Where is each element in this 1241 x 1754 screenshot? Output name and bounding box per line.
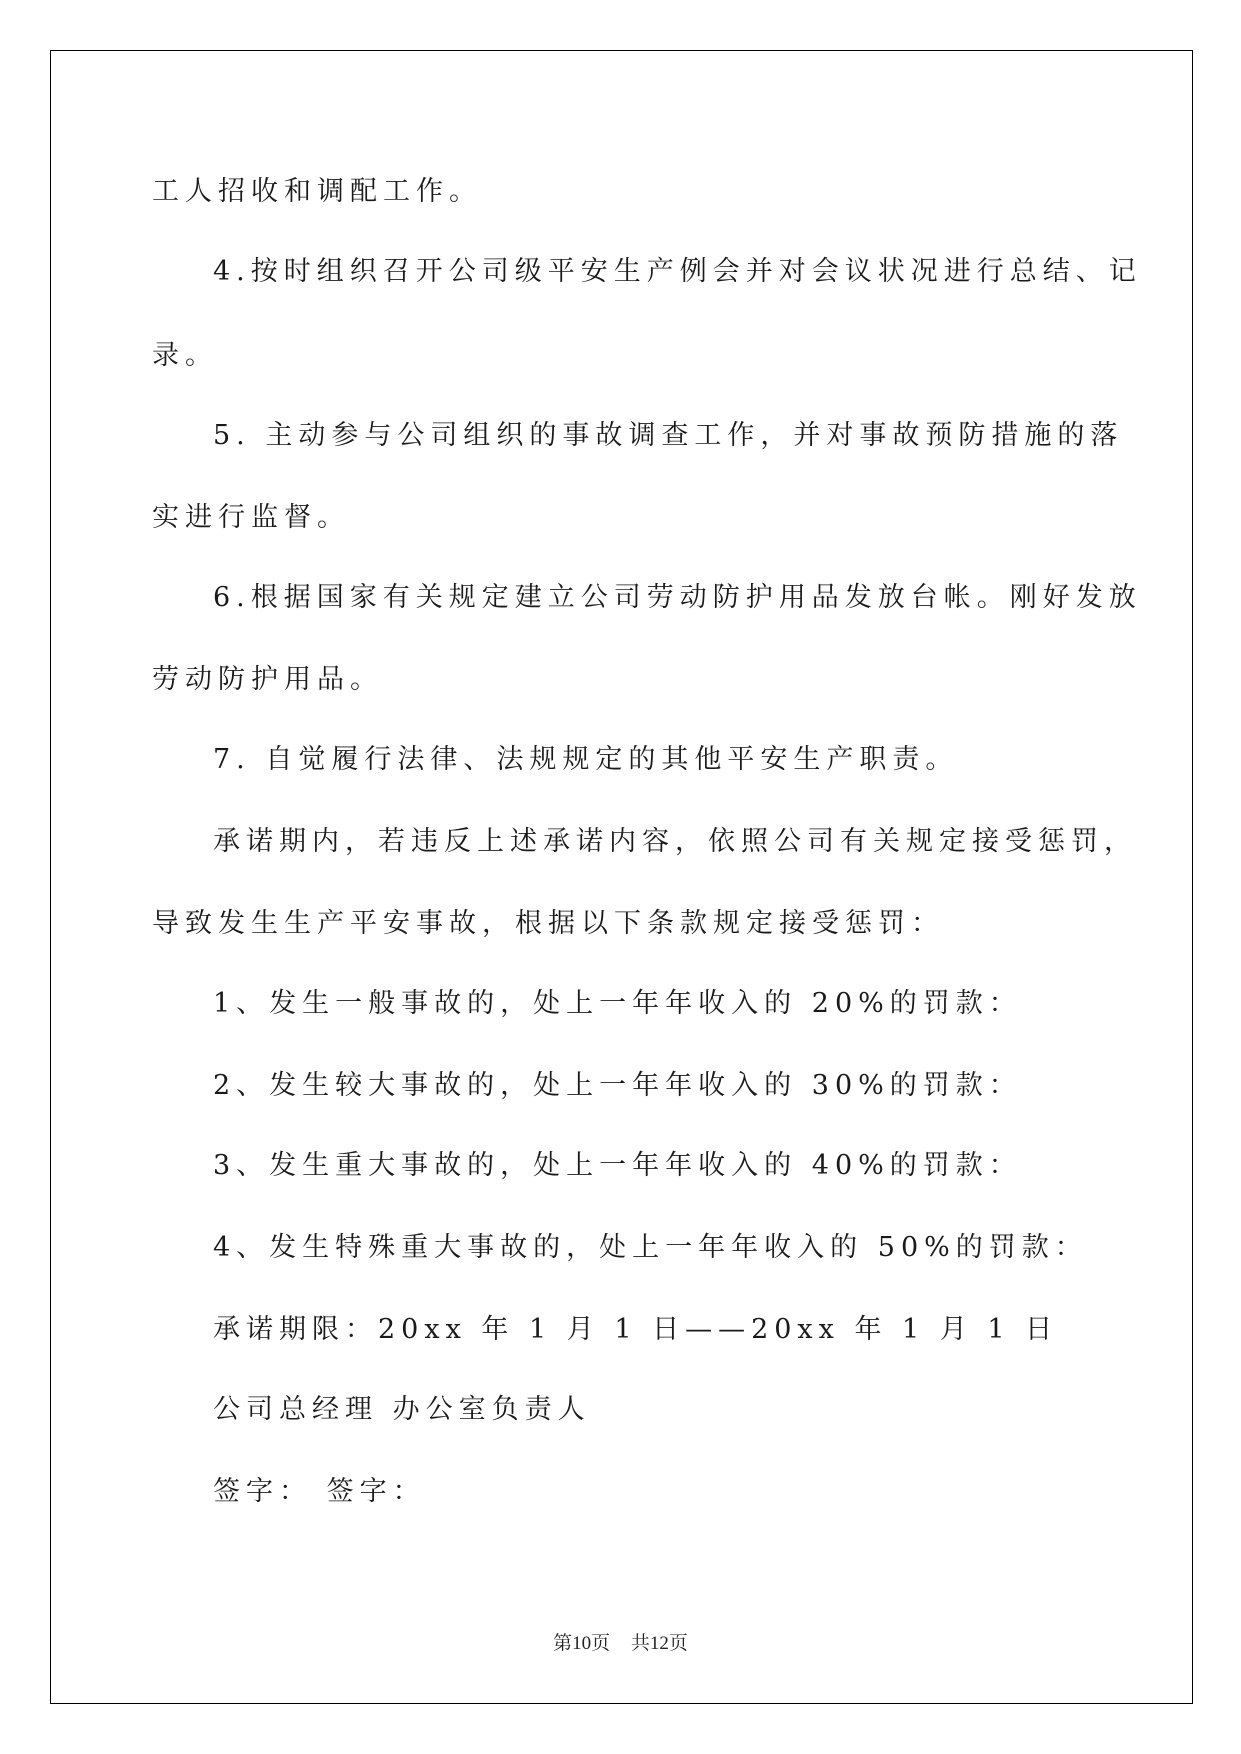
- text-line: 2、发生较大事故的，处上一年年收入的 30%的罚款：: [213, 1070, 1022, 1101]
- text-line: 承诺期内，若违反上述承诺内容，依照公司有关规定接受惩罚，: [213, 826, 1137, 857]
- text-line: 劳动防护用品。: [152, 664, 383, 695]
- text-line: 3、发生重大事故的，处上一年年收入的 40%的罚款：: [213, 1150, 1022, 1181]
- page-footer: [0, 1628, 1241, 1655]
- text-line: 4、发生特殊重大事故的，处上一年年收入的 50%的罚款：: [213, 1232, 1088, 1263]
- text-line: 录。: [152, 340, 218, 371]
- page-border: [50, 50, 1193, 1704]
- text-line: 1、发生一般事故的，处上一年年收入的 20%的罚款：: [213, 988, 1022, 1019]
- text-line: 签字： 签字：: [213, 1476, 426, 1507]
- text-line: 公司总经理 办公室负责人: [213, 1394, 591, 1425]
- text-line: 7. 自觉履行法律、法规规定的其他平安生产职责。: [213, 744, 959, 775]
- text-line: 4.按时组织召开公司级平安生产例会并对会议状况进行总结、记: [213, 256, 1142, 287]
- text-line: 导致发生生产平安事故，根据以下条款规定接受惩罚：: [152, 908, 944, 939]
- text-line: 6.根据国家有关规定建立公司劳动防护用品发放台帐。刚好发放: [213, 582, 1142, 613]
- text-line: 工人招收和调配工作。: [152, 176, 482, 207]
- text-line: 5. 主动参与公司组织的事故调查工作，并对事故预防措施的落: [213, 420, 1124, 451]
- current-page: 第10页: [553, 1633, 611, 1654]
- text-line: 实进行监督。: [152, 502, 350, 533]
- total-pages: 共12页: [630, 1633, 688, 1654]
- text-line: 承诺期限：20xx 年 1 月 1 日——20xx 年 1 月 1 日: [213, 1314, 1059, 1345]
